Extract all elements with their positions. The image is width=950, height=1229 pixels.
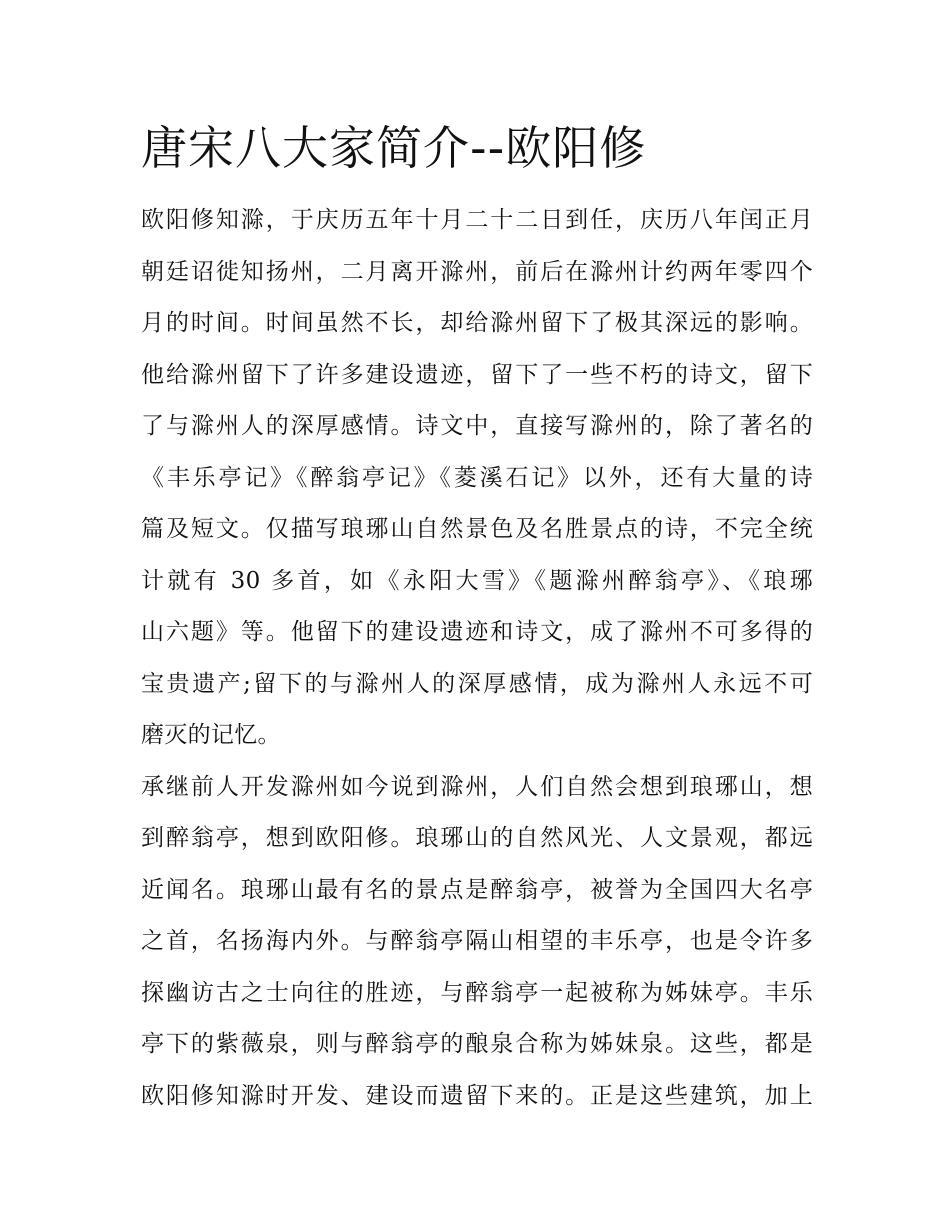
text-line: 《丰乐亭记》《醉翁亭记》《菱溪石记》以外，还有大量的诗	[141, 464, 813, 491]
text-line: 篇及短文。仅描写琅琊山自然景色及名胜景点的诗，不完全统	[141, 516, 813, 542]
document-title: 唐宋八大家简介--欧阳修	[141, 121, 647, 175]
text-line: 朝廷诏徙知扬州，二月离开滁州，前后在滁州计约两年零四个	[141, 258, 813, 285]
paragraph-2	[141, 762, 813, 1123]
text-line: 欧阳修知滁，于庆历五年十月二十二日到任，庆历八年闰正月	[141, 207, 813, 233]
text-line: 承继前人开发滁州如今说到滁州，人们自然会想到琅琊山，想	[141, 773, 813, 800]
text-line: 欧阳修知滁时开发、建设而遗留下来的。正是这些建筑，加上	[141, 1082, 813, 1109]
text-line: 计就有 30 多首，如《永阳大雪》《题滁州醉翁亭》、《琅琊	[141, 567, 813, 594]
text-line: 到醉翁亭，想到欧阳修。琅琊山的自然风光、人文景观，都远	[141, 825, 813, 851]
text-line: 磨灭的记忆。	[141, 722, 281, 748]
document-page	[141, 118, 813, 1122]
text-line: 他给滁州留下了许多建设遗迹，留下了一些不朽的诗文，留下	[141, 361, 813, 388]
text-line: 月的时间。时间虽然不长，却给滁州留下了极其深远的影响。	[141, 310, 813, 336]
text-line: 宝贵遗产;留下的与滁州人的深厚感情，成为滁州人永远不可	[141, 670, 813, 697]
text-line: 探幽访古之士向往的胜迹，与醉翁亭一起被称为姊妹亭。丰乐	[141, 979, 813, 1006]
text-line: 之首，名扬海内外。与醉翁亭隔山相望的丰乐亭，也是令许多	[141, 928, 813, 954]
text-line: 山六题》等。他留下的建设遗迹和诗文，成了滁州不可多得的	[141, 619, 813, 645]
text-line: 了与滁州人的深厚感情。诗文中，直接写滁州的，除了著名的	[141, 413, 813, 439]
paragraph-1	[141, 195, 813, 762]
text-line: 近闻名。琅琊山最有名的景点是醉翁亭，被誉为全国四大名亭	[141, 876, 813, 903]
text-line: 亭下的紫薇泉，则与醉翁亭的酿泉合称为姊妹泉。这些，都是	[141, 1031, 813, 1057]
